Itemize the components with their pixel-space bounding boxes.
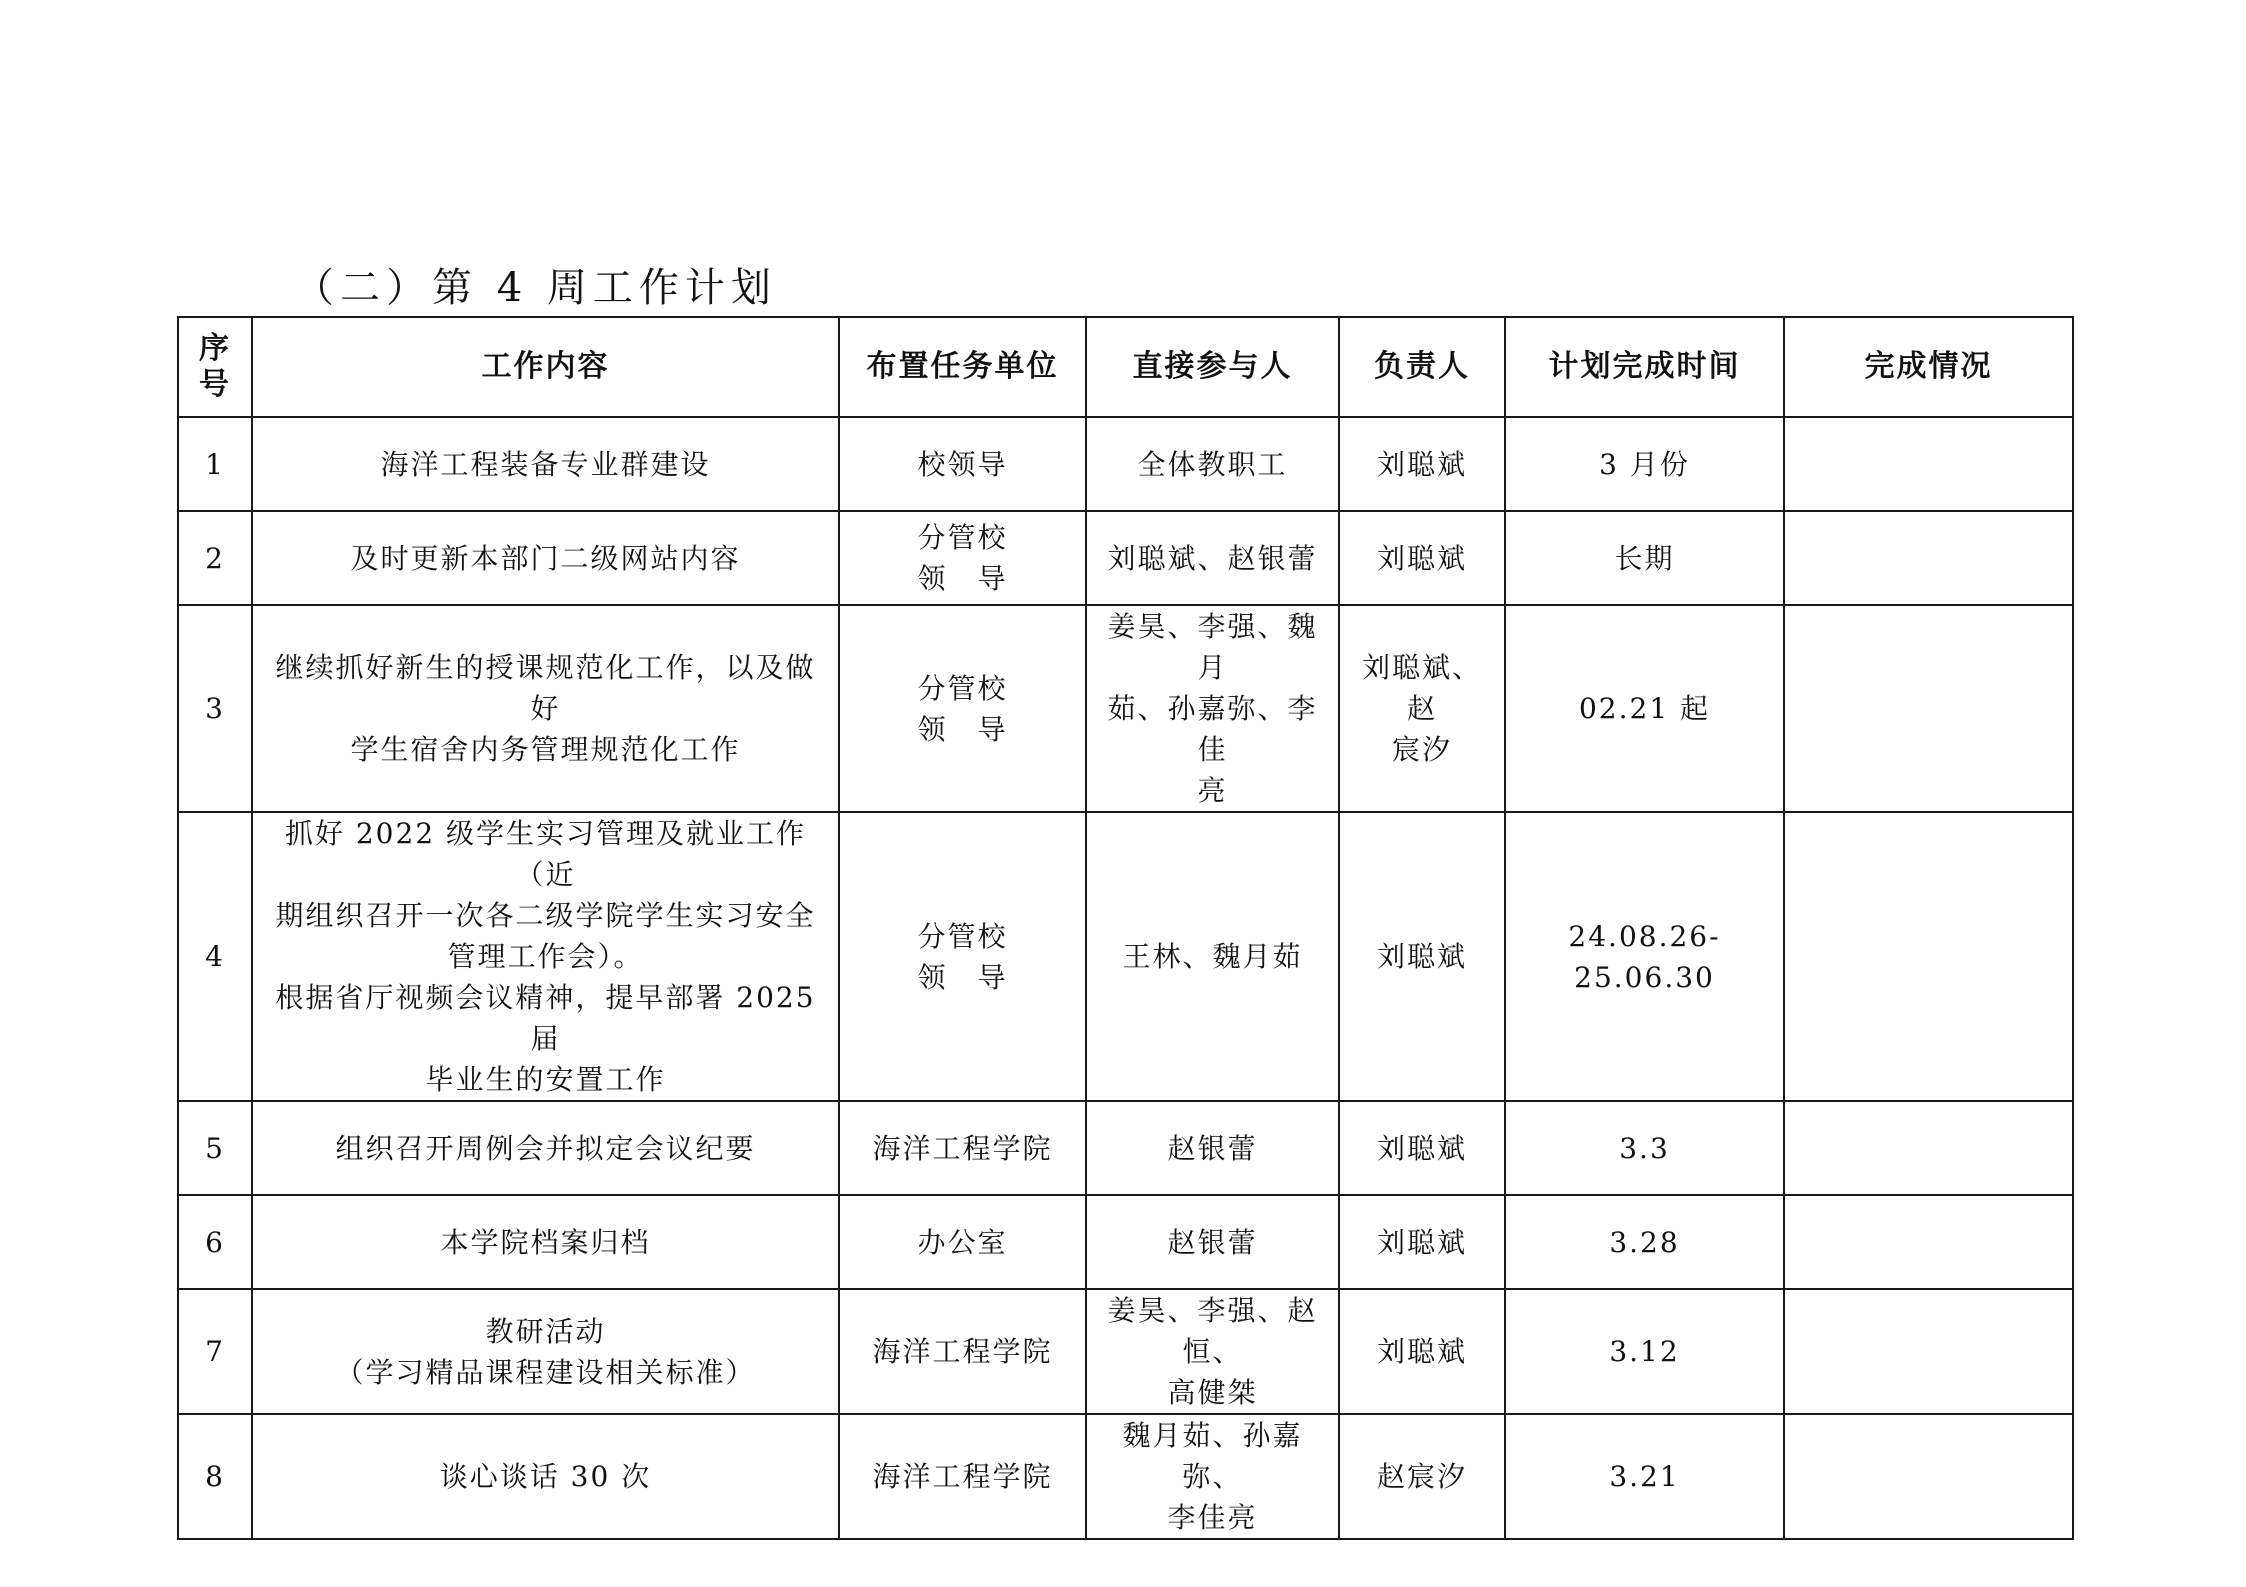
- work-plan-table: [177, 316, 2074, 1540]
- cell-content: 及时更新本部门二级网站内容: [252, 511, 839, 605]
- cell-index: 2: [178, 511, 252, 605]
- cell-owner: 刘聪斌: [1339, 1289, 1505, 1414]
- cell-content: 抓好 2022 级学生实习管理及就业工作（近 期组织召开一次各二级学院学生实习安全 管理工作会）。 根据省厅视频会议精神，提早部署 2025 届 毕业生的安置工作: [252, 812, 839, 1101]
- cell-content: 海洋工程装备专业群建设: [252, 417, 839, 511]
- table-header-row: [178, 317, 2073, 417]
- cell-participants: 魏月茹、孙嘉弥、 李佳亮: [1086, 1414, 1339, 1539]
- header-owner: 负责人: [1339, 317, 1505, 417]
- cell-status: [1784, 1101, 2073, 1195]
- cell-content: 教研活动 （学习精品课程建设相关标准）: [252, 1289, 839, 1414]
- cell-content: 本学院档案归档: [252, 1195, 839, 1289]
- cell-owner: 刘聪斌: [1339, 511, 1505, 605]
- cell-deadline: 24.08.26-25.06.30: [1505, 812, 1784, 1101]
- cell-status: [1784, 1289, 2073, 1414]
- cell-owner: 刘聪斌: [1339, 812, 1505, 1101]
- cell-index: 1: [178, 417, 252, 511]
- section-title: （二）第 4 周工作计划: [294, 265, 777, 311]
- table-row: [178, 1195, 2073, 1289]
- cell-deadline: 3.3: [1505, 1101, 1784, 1195]
- table-row: [178, 1414, 2073, 1539]
- cell-content: 继续抓好新生的授课规范化工作，以及做好 学生宿舍内务管理规范化工作: [252, 605, 839, 812]
- cell-participants: 全体教职工: [1086, 417, 1339, 511]
- cell-deadline: 3.28: [1505, 1195, 1784, 1289]
- cell-deadline: 3.21: [1505, 1414, 1784, 1539]
- cell-index: 8: [178, 1414, 252, 1539]
- cell-owner: 刘聪斌、赵 宸汐: [1339, 605, 1505, 812]
- cell-assigning-unit: 海洋工程学院: [839, 1101, 1086, 1195]
- cell-status: [1784, 1414, 2073, 1539]
- cell-participants: 赵银蕾: [1086, 1101, 1339, 1195]
- table-row: [178, 417, 2073, 511]
- cell-assigning-unit: 海洋工程学院: [839, 1414, 1086, 1539]
- cell-status: [1784, 1195, 2073, 1289]
- cell-content: 组织召开周例会并拟定会议纪要: [252, 1101, 839, 1195]
- cell-deadline: 长期: [1505, 511, 1784, 605]
- table-row: [178, 1101, 2073, 1195]
- cell-deadline: 3 月份: [1505, 417, 1784, 511]
- header-index: 序 号: [178, 317, 252, 417]
- cell-participants: 姜昊、李强、魏月 茹、孙嘉弥、李佳 亮: [1086, 605, 1339, 812]
- cell-owner: 赵宸汐: [1339, 1414, 1505, 1539]
- header-status: 完成情况: [1784, 317, 2073, 417]
- cell-index: 5: [178, 1101, 252, 1195]
- cell-owner: 刘聪斌: [1339, 1195, 1505, 1289]
- cell-status: [1784, 511, 2073, 605]
- table-row: [178, 605, 2073, 812]
- cell-assigning-unit: 分管校 领 导: [839, 511, 1086, 605]
- header-assigning-unit: 布置任务单位: [839, 317, 1086, 417]
- cell-participants: 刘聪斌、赵银蕾: [1086, 511, 1339, 605]
- cell-participants: 姜昊、李强、赵恒、 高健桀: [1086, 1289, 1339, 1414]
- table-row: [178, 812, 2073, 1101]
- cell-index: 4: [178, 812, 252, 1101]
- cell-owner: 刘聪斌: [1339, 1101, 1505, 1195]
- cell-owner: 刘聪斌: [1339, 417, 1505, 511]
- cell-deadline: 3.12: [1505, 1289, 1784, 1414]
- cell-assigning-unit: 办公室: [839, 1195, 1086, 1289]
- header-content: 工作内容: [252, 317, 839, 417]
- cell-status: [1784, 605, 2073, 812]
- cell-index: 6: [178, 1195, 252, 1289]
- cell-deadline: 02.21 起: [1505, 605, 1784, 812]
- cell-assigning-unit: 海洋工程学院: [839, 1289, 1086, 1414]
- cell-index: 7: [178, 1289, 252, 1414]
- cell-status: [1784, 812, 2073, 1101]
- header-participants: 直接参与人: [1086, 317, 1339, 417]
- cell-participants: 赵银蕾: [1086, 1195, 1339, 1289]
- cell-assigning-unit: 分管校 领 导: [839, 605, 1086, 812]
- cell-status: [1784, 417, 2073, 511]
- cell-assigning-unit: 校领导: [839, 417, 1086, 511]
- table-row: [178, 1289, 2073, 1414]
- header-deadline: 计划完成时间: [1505, 317, 1784, 417]
- cell-assigning-unit: 分管校 领 导: [839, 812, 1086, 1101]
- cell-index: 3: [178, 605, 252, 812]
- cell-participants: 王林、魏月茹: [1086, 812, 1339, 1101]
- cell-content: 谈心谈话 30 次: [252, 1414, 839, 1539]
- table-row: [178, 511, 2073, 605]
